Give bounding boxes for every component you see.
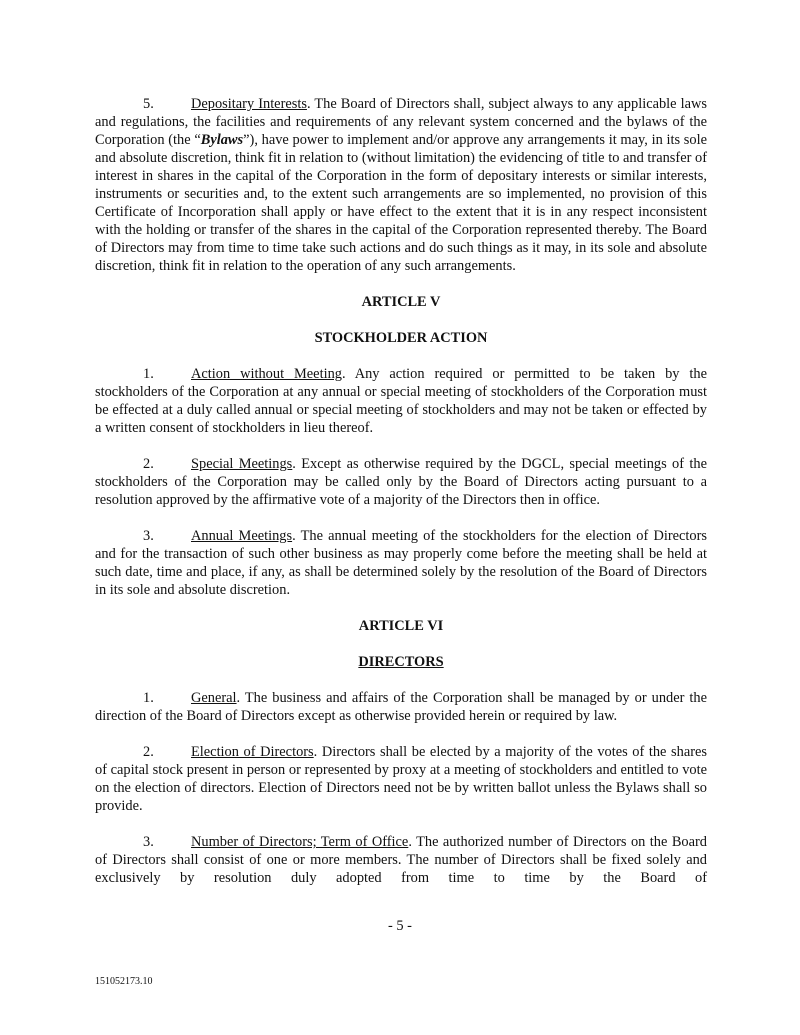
paragraph-caption: Election of Directors bbox=[191, 744, 314, 760]
document-id: 151052173.10 bbox=[95, 976, 153, 987]
document-page bbox=[95, 95, 707, 905]
paragraph-caption: Depositary Interests bbox=[191, 96, 307, 112]
page-number: - 5 - bbox=[388, 918, 412, 934]
paragraph-caption: Special Meetings bbox=[191, 456, 293, 472]
paragraph-number: 3. bbox=[143, 528, 154, 544]
paragraph-number-of-directors bbox=[95, 833, 707, 887]
paragraph-number: 2. bbox=[143, 744, 154, 760]
paragraph-special-meetings bbox=[95, 455, 707, 509]
paragraph-action-without-meeting bbox=[95, 365, 707, 437]
paragraph-caption: Number of Directors; Term of Office bbox=[191, 834, 409, 850]
paragraph-number: 1. bbox=[143, 690, 154, 706]
paragraph-text: . The business and affairs of the Corporation shall be managed by or under the direction of the Board of Directors except as otherwise provided herein or required by law. bbox=[95, 690, 707, 724]
defined-term: Bylaws bbox=[200, 132, 244, 148]
paragraph-annual-meetings bbox=[95, 527, 707, 599]
paragraph-text: ”), have power to implement and/or approve any arrangements it may, in its sole and absolute discretion, think fit in relation to (without limitation) the evidencing of title to and transfer of interest in shares in the capital of the Corporation in the form of depositary interests or similar interests, instruments or securities and, to the extent such arrangements are so implemented, no provision of this Certificate of Incorporation shall apply or have effect to the extent that it is in any respect inconsistent with the holding or transfer of the shares in the capital of the Corporation represented thereby. The Board of Directors may from time to time take such actions and do such things as it may, in its sole and absolute discretion, think fit in relation to the operation of any such arrangements. bbox=[95, 132, 707, 274]
article-title: ARTICLE VI bbox=[358, 618, 444, 634]
article-subtitle: STOCKHOLDER ACTION bbox=[314, 330, 488, 346]
paragraph-text: . The Board of Directors shall, subject always to any applicable laws and regulations, the facilities and requirements of any relevant system concerned and the bylaws of the Corporation (the “ bbox=[95, 96, 707, 148]
paragraph-number: 5. bbox=[143, 96, 154, 112]
paragraph-text: . Directors shall be elected by a majority of the votes of the shares of capital stock present in person or represented by proxy at a meeting of stockholders and entitled to vote on the election of directors. Election of Directors need not be by written ballot unless the Bylaws shall so provide. bbox=[95, 744, 707, 814]
paragraph-number: 3. bbox=[143, 834, 154, 850]
paragraph-text: . The annual meeting of the stockholders for the election of Directors and for the transaction of such other business as may properly come before the meeting shall be held at such date, time and place, if any, as shall be determined solely by the resolution of the Board of Directors in its sole and absolute discretion. bbox=[95, 528, 707, 598]
article-subtitle: DIRECTORS bbox=[358, 654, 444, 670]
paragraph-text: . The authorized number of Directors on the Board of Directors shall consist of one or more members. The number of Directors shall be fixed solely and exclusively by resolution duly adopted from time to time by the Board of bbox=[95, 834, 707, 886]
paragraph-text: . Except as otherwise required by the DGCL, special meetings of the stockholders of the Corporation may be called only by the Board of Directors acting pursuant to a resolution approved by the affirmative vote of a majority of the Directors then in office. bbox=[95, 456, 707, 508]
paragraph-depositary-interests bbox=[95, 95, 707, 275]
paragraph-election-of-directors bbox=[95, 743, 707, 815]
paragraph-general bbox=[95, 689, 707, 725]
paragraph-caption: Annual Meetings bbox=[191, 528, 293, 544]
paragraph-number: 1. bbox=[143, 366, 154, 382]
paragraph-number: 2. bbox=[143, 456, 154, 472]
paragraph-caption: Action without Meeting bbox=[191, 366, 342, 382]
paragraph-text: . Any action required or permitted to be taken by the stockholders of the Corporation at any annual or special meeting of stockholders of the Corporation must be effected at a duly called annual or special meeting of stockholders and may not be taken or effected by a written consent of stockholders in lieu thereof. bbox=[95, 366, 707, 436]
paragraph-caption: General bbox=[191, 690, 237, 706]
article-title: ARTICLE V bbox=[361, 294, 441, 310]
